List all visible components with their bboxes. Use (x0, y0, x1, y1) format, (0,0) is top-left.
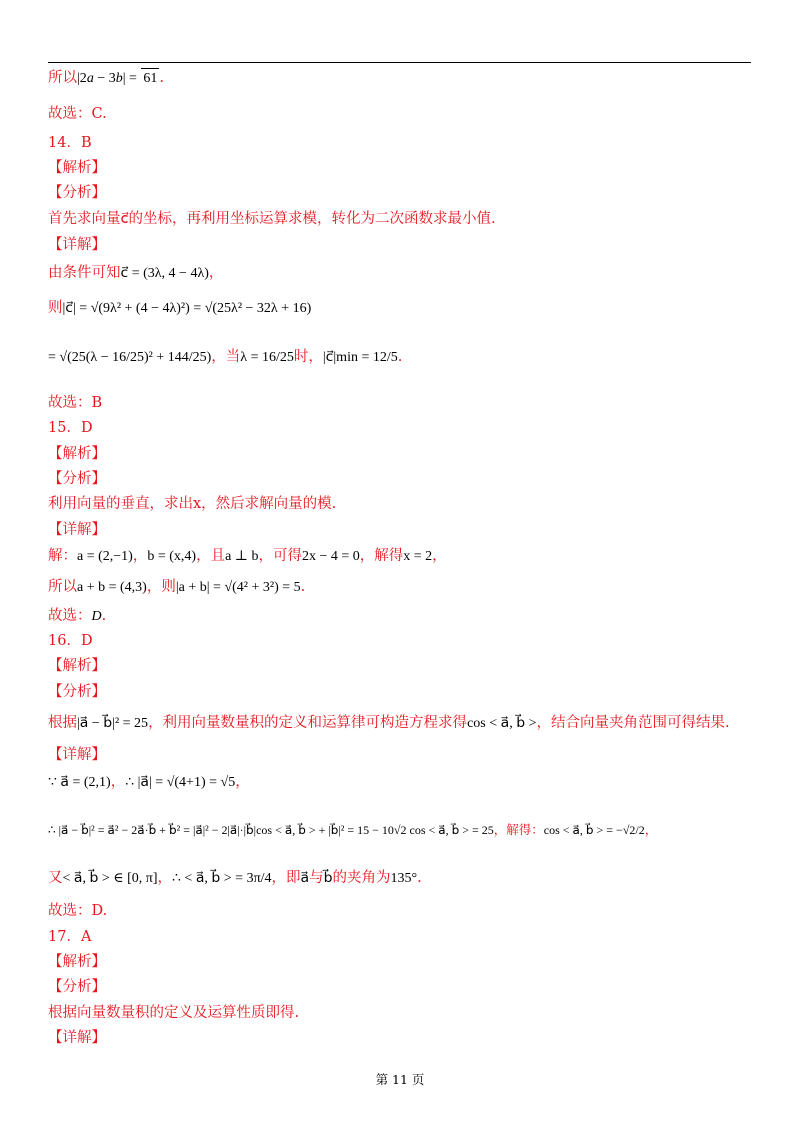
text-segment: ，可得 (258, 548, 302, 564)
math-formula: a⃗ (300, 871, 310, 886)
text-line (48, 546, 447, 567)
section-label: 【详解】 (48, 522, 106, 538)
math-formula: b = (x,4) (147, 549, 197, 564)
prefix-text: 所以 (48, 579, 77, 595)
math-formula: ∵ a⃗ = (2,1) (48, 775, 111, 790)
math-formula: |c⃗| = √(9λ² + (4 − 4λ)²) = √(25λ² − 32λ + 16) (62, 301, 312, 316)
section-label: 【分析】 (48, 979, 106, 995)
suffix-text: ， (235, 774, 250, 790)
prefix-text: 又 (48, 870, 63, 886)
text-line (48, 577, 305, 598)
text-line (48, 68, 164, 89)
suffix-text: ， (644, 822, 658, 837)
math-formula: D (91, 609, 102, 624)
math-formula: x = 2 (403, 549, 433, 564)
section-label: 【分析】 (48, 684, 106, 700)
text-line: 首先求向量c⃗的坐标，再利用坐标运算求模，转化为二次函数求最小值. (48, 211, 496, 227)
math-formula: |c⃗|min = 12/5 (322, 350, 398, 365)
suffix-text: . (300, 579, 306, 595)
question-number: 16．D (48, 633, 93, 649)
section-label: 【解析】 (48, 658, 106, 674)
text-line: 故选：D. (48, 903, 108, 919)
section-label: 【详解】 (48, 1030, 106, 1046)
text-line (48, 263, 223, 284)
suffix-text: ， (432, 548, 447, 564)
question-number: 15．D (48, 420, 93, 436)
text-segment: ， (157, 870, 173, 886)
suffix-text: ，结合向量夹角范围可得结果. (536, 715, 730, 731)
suffix-text: . (397, 349, 403, 365)
math-formula: a = (2,−1) (77, 549, 133, 564)
math-formula: a ⊥ b (225, 549, 259, 564)
math-formula: |a + b| = √(4² + 3²) = 5 (175, 580, 301, 595)
suffix-text: . (159, 70, 165, 86)
suffix-text: ， (208, 265, 224, 281)
text-line (48, 347, 402, 368)
section-label: 【分析】 (48, 185, 106, 201)
math-formula: 2x − 4 = 0 (301, 549, 360, 564)
math-formula: cos < a⃗, b⃗ > (467, 716, 537, 731)
math-formula: a + b = (4,3) (77, 580, 147, 595)
section-label: 【解析】 (48, 446, 106, 462)
text-segment: ，当 (211, 349, 241, 365)
text-segment: 时， (293, 349, 323, 365)
prefix-text: 则 (48, 300, 63, 316)
text-line: 故选：C. (48, 106, 107, 122)
math-formula: < a⃗, b⃗ > ∈ [0, π] (62, 871, 158, 886)
math-formula: b⃗ (323, 871, 333, 886)
prefix-text: 根据 (48, 715, 77, 731)
prefix-text: 解： (48, 548, 77, 564)
page-number: 第 11 页 (375, 1072, 425, 1087)
section-label: 【解析】 (48, 160, 106, 176)
math-formula: |a⃗ − b⃗|² = 25 (77, 716, 149, 731)
text-line (48, 713, 730, 734)
text-segment: 的夹角为 (332, 870, 391, 886)
suffix-text: . (417, 870, 422, 886)
prefix-text: 所以 (48, 70, 77, 86)
text-line: 故选：B (48, 395, 103, 411)
math-formula: ∴ |a⃗| = √(4+1) = √5 (125, 775, 236, 790)
text-segment: ，利用向量数量积的定义和运算律可构造方程求得 (148, 715, 468, 731)
section-label: 【详解】 (48, 747, 106, 763)
text-line (48, 606, 106, 627)
text-line (48, 772, 250, 793)
suffix-text: . (101, 608, 107, 624)
math-formula: |2a − 3b| = 61 (77, 71, 159, 86)
question-number: 17．A (48, 929, 92, 945)
text-segment: ， (132, 548, 148, 564)
text-line (48, 298, 311, 319)
section-label: 【解析】 (48, 954, 106, 970)
text-line: 根据向量数量积的定义及运算性质即得. (48, 1005, 300, 1021)
section-label: 【详解】 (48, 237, 106, 253)
math-formula: ∴ < a⃗, b⃗ > = 3π/4 (172, 871, 272, 886)
math-formula: 135° (390, 871, 418, 886)
question-number: 14．B (48, 135, 92, 151)
text-line (48, 868, 422, 889)
header-rule (48, 62, 751, 63)
text-segment: ，即 (271, 870, 301, 886)
prefix-text: 由条件可知 (48, 265, 121, 281)
math-formula: cos < a⃗, b⃗ > = −√2/2 (543, 823, 645, 837)
text-segment: ，且 (196, 548, 226, 564)
math-formula: = √(25(λ − 16/25)² + 144/25) (48, 350, 212, 365)
text-segment: ， (110, 774, 126, 790)
prefix-text: 故选： (48, 608, 92, 624)
text-line (48, 820, 657, 840)
text-segment: ，解得 (359, 548, 404, 564)
math-formula: λ = 16/25 (240, 350, 294, 365)
text-segment: 与 (309, 870, 324, 886)
math-formula: c⃗ = (3λ, 4 − 4λ) (120, 266, 209, 281)
math-formula: ∴ |a⃗ − b⃗|² = a⃗² − 2a⃗·b⃗ + b⃗² = |a⃗|² − 2|a⃗|·|b⃗|cos < a⃗, b⃗ > + |b⃗|² = 15 − 10√2 cos < a⃗, b⃗ > = 25 (48, 823, 494, 837)
text-segment: ，则 (146, 579, 176, 595)
text-line: 利用向量的垂直，求出x，然后求解向量的模. (48, 496, 337, 512)
section-label: 【分析】 (48, 471, 106, 487)
text-segment: ，解得： (493, 822, 544, 837)
